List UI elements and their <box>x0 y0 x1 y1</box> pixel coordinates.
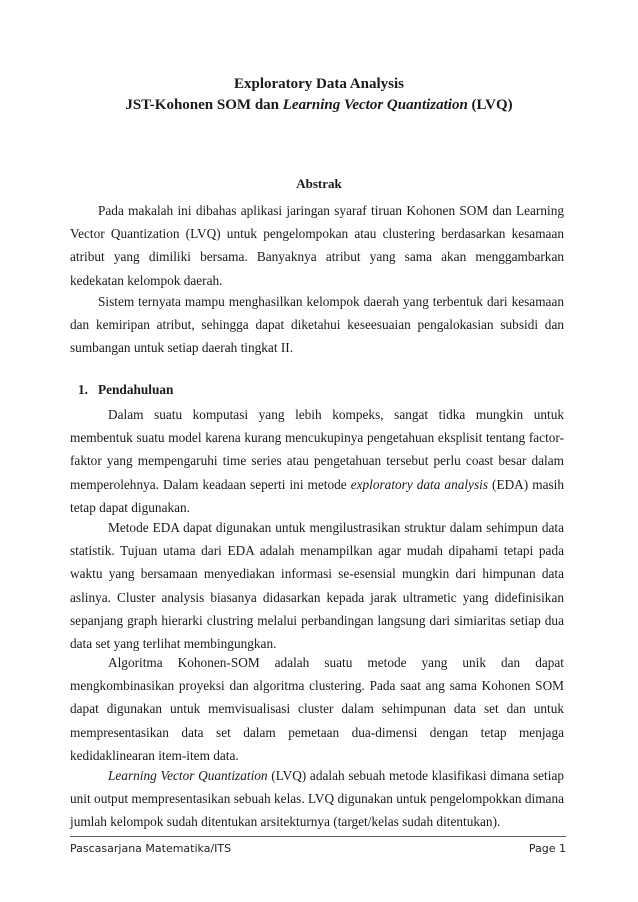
footer-page-number: Page 1 <box>528 842 566 855</box>
p1-text-b: (EDA) masih tetap dapat digunakan. <box>70 476 564 515</box>
section-number: 1. <box>78 382 88 397</box>
section-title: Pendahuluan <box>98 382 174 397</box>
p1-text-a: Dalam suatu komputasi yang lebih kompeks, sangat tidka mungkin untuk membentuk suatu model karena kurang mencukupinya pengetahuan eksplisit tentang factor-faktor yang mempengaruhi time series atau pengetahuan tersebut perlu coast besar dalam memperolehnya. Dalam keadaan seperti ini metode <box>70 407 564 492</box>
p4-text: (LVQ) adalah sebuah metode klasifikasi dimana setiap unit output mempresentasikan sebuah kelas. LVQ digunakan untuk pengelompokkan dimana jumlah kelompok sudah ditentukan arsitekturnya (target/kelas sudah ditentukan). <box>70 768 564 830</box>
abstract-paragraph-1 <box>70 199 564 292</box>
title-italic: Learning Vector Quantization <box>282 97 468 113</box>
title-suffix: (LVQ) <box>467 97 513 113</box>
p1-italic: exploratory data analysis <box>350 476 489 492</box>
body-paragraph-3 <box>70 651 564 767</box>
abstract-p2-text: Sistem ternyata mampu menghasilkan kelompok daerah yang terbentuk dari kesamaan dan kemiripan atribut, sehingga dapat diketahui keseesuaian pengalokasian subsidi dan sumbangan untuk setiap daerah tingkat II. <box>70 294 564 356</box>
body-paragraph-1 <box>70 403 564 519</box>
abstract-heading: Abstrak <box>296 176 342 191</box>
footer-left: Pascasarjana Matematika/ITS <box>70 842 232 855</box>
body-paragraph-2 <box>70 516 564 655</box>
p2-text: Metode EDA dapat digunakan untuk mengilustrasikan struktur dalam sehimpun data statistik. Tujuan utama dari EDA adalah menampilkan agar mudah dipahami tetapi pada waktu yang bersamaan menyediakan informasi se-esensial mungkin dari himpunan data aslinya. Cluster analysis biasanya didasarkan kepada jarak ultrametic yang didefinisikan sepanjang graph hierarki clustring melalui perbandingan langsung dari simiaritas setiap dua data set yang terlihat membingungkan. <box>70 520 564 652</box>
paper-title-line2 <box>0 95 638 115</box>
p4-italic: Learning Vector Quantization <box>108 768 268 783</box>
footer-divider <box>70 836 566 837</box>
abstract-paragraph-2 <box>70 290 564 360</box>
p3-text: Algoritma Kohonen-SOM adalah suatu metode yang unik dan dapat mengkombinasikan proyeksi dan algoritma clustering. Pada saat ang sama Kohonen SOM dapat digunakan untuk memvisualisasi cluster dalam sehimpunan data set dan untuk mempresentasikan data set dalam pemetaan dua-dimensi dengan tetap menjaga kedidaklinearan item-item data. <box>70 655 564 763</box>
body-paragraph-4 <box>70 764 564 834</box>
title-prefix: JST-Kohonen SOM dan <box>125 97 283 113</box>
section-heading <box>78 382 173 398</box>
paper-title-line1: Exploratory Data Analysis <box>233 76 404 92</box>
abstract-p1-text: Pada makalah ini dibahas aplikasi jaringan syaraf tiruan Kohonen SOM dan Learning Vector Quantization (LVQ) untuk pengelompokan atau clustering berdasarkan kesamaan atribut yang dimiliki bersama. Banyaknya atribut yang sama akan menggambarkan kedekatan kelompok daerah. <box>70 203 564 288</box>
